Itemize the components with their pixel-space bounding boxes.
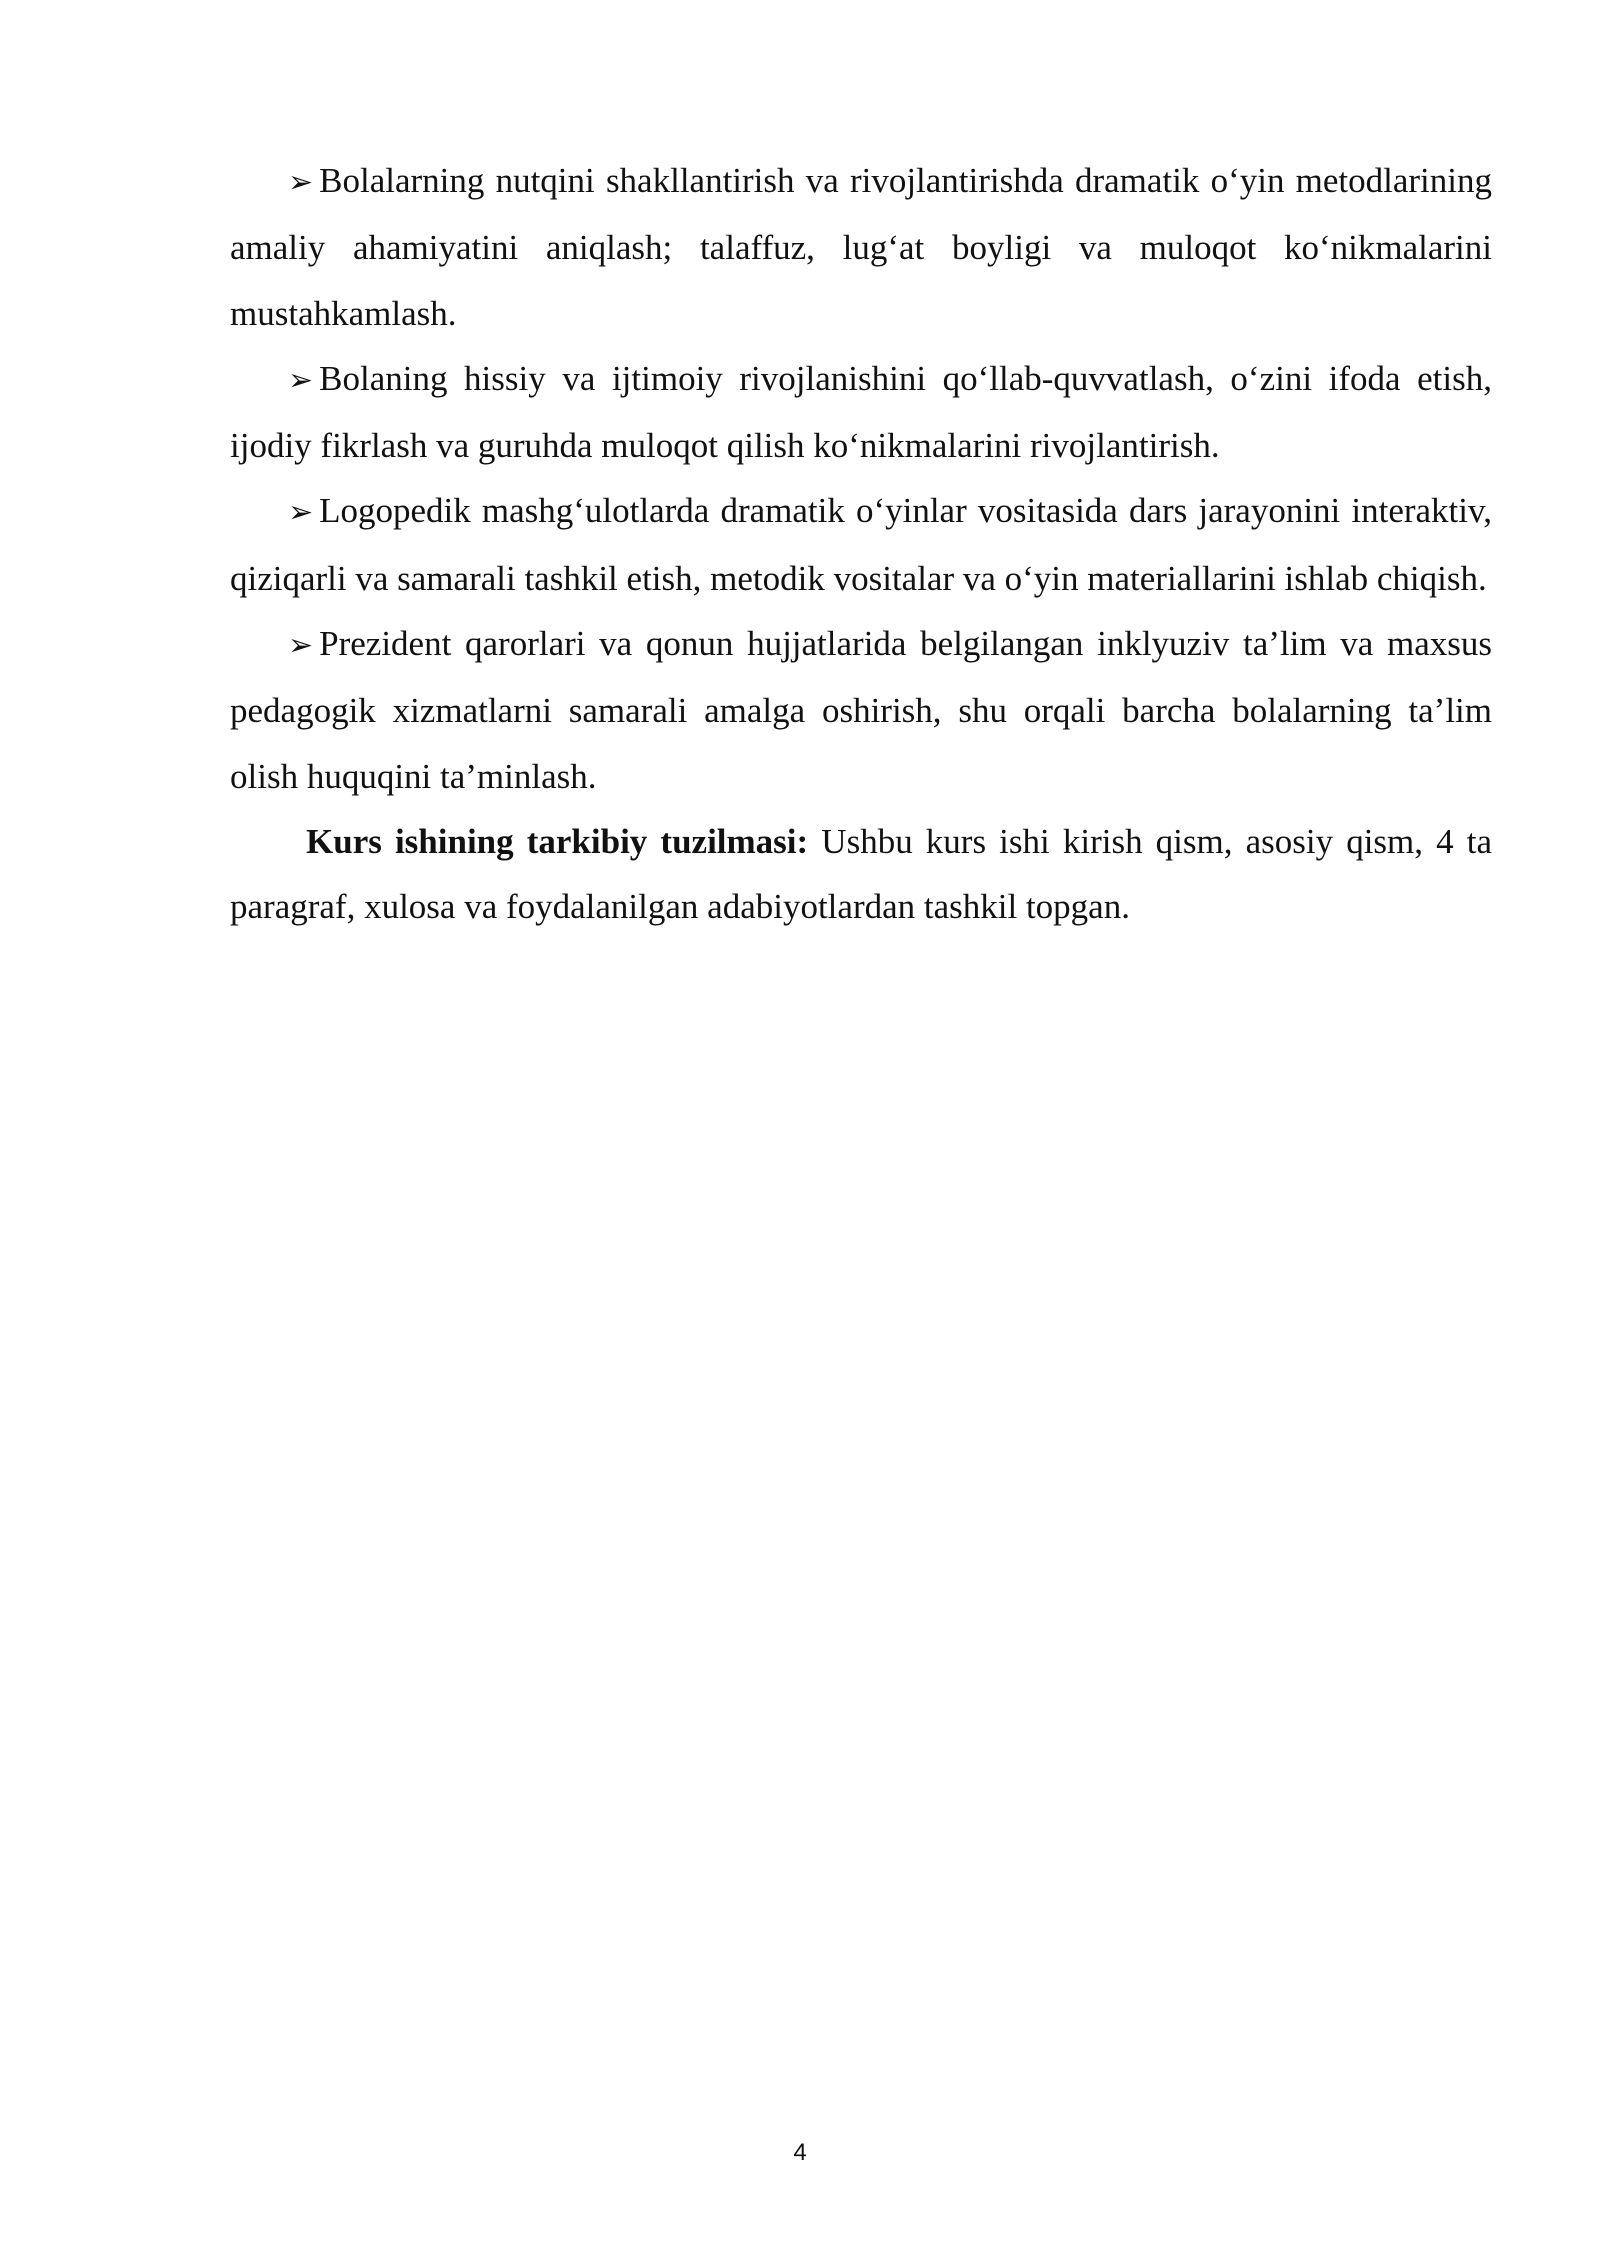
- bullet-text: Prezident qarorlari va qonun hujjatlarida belgilangan inklyuziv ta’lim va maxsus pedagogik xizmatlarni samarali amalga oshirish, shu orqali barcha bolalarning ta’lim olish huquqini ta’minlash.: [230, 624, 1492, 796]
- bullet-item-3: [230, 478, 1492, 611]
- page-body: [230, 148, 1492, 940]
- bullet-text: Bolalarning nutqini shakllantirish va rivojlantirishda dramatik o‘yin metodlarining amaliy ahamiyatini aniqlash; talaffuz, lug‘at boyligi va muloqot ko‘nikmalarini mustahkamlash.: [230, 161, 1492, 333]
- bullet-item-4: [230, 611, 1492, 809]
- bullet-item-2: [230, 346, 1492, 479]
- bullet-item-1: [230, 148, 1492, 346]
- arrow-bullet-icon: ➢: [288, 628, 314, 664]
- structure-text: Ushbu kurs ishi kirish qism, asosiy qism, 4 ta paragraf, xulosa va foydalanilgan adabiyotlardan tashkil topgan.: [230, 821, 1492, 927]
- bullet-text: Bolaning hissiy va ijtimoiy rivojlanishini qo‘llab-quvvatlash, o‘zini ifoda etish, ijodiy fikrlash va guruhda muloqot qilish ko‘nikmalarini rivojlantirish.: [230, 358, 1492, 466]
- arrow-bullet-icon: ➢: [288, 495, 314, 531]
- structure-heading: Kurs ishining tarkibiy tuzilmasi:: [306, 821, 809, 861]
- bullet-text: Logopedik mashg‘ulotlarda dramatik o‘yinlar vositasida dars jarayonini interaktiv, qiziqarli va samarali tashkil etish, metodik vositalar va o‘yin materiallarini ishlab chiqish.: [230, 491, 1492, 598]
- arrow-bullet-icon: ➢: [288, 165, 314, 200]
- structure-paragraph: [230, 809, 1492, 940]
- page-number: 4: [793, 2139, 807, 2166]
- arrow-bullet-icon: ➢: [288, 362, 314, 398]
